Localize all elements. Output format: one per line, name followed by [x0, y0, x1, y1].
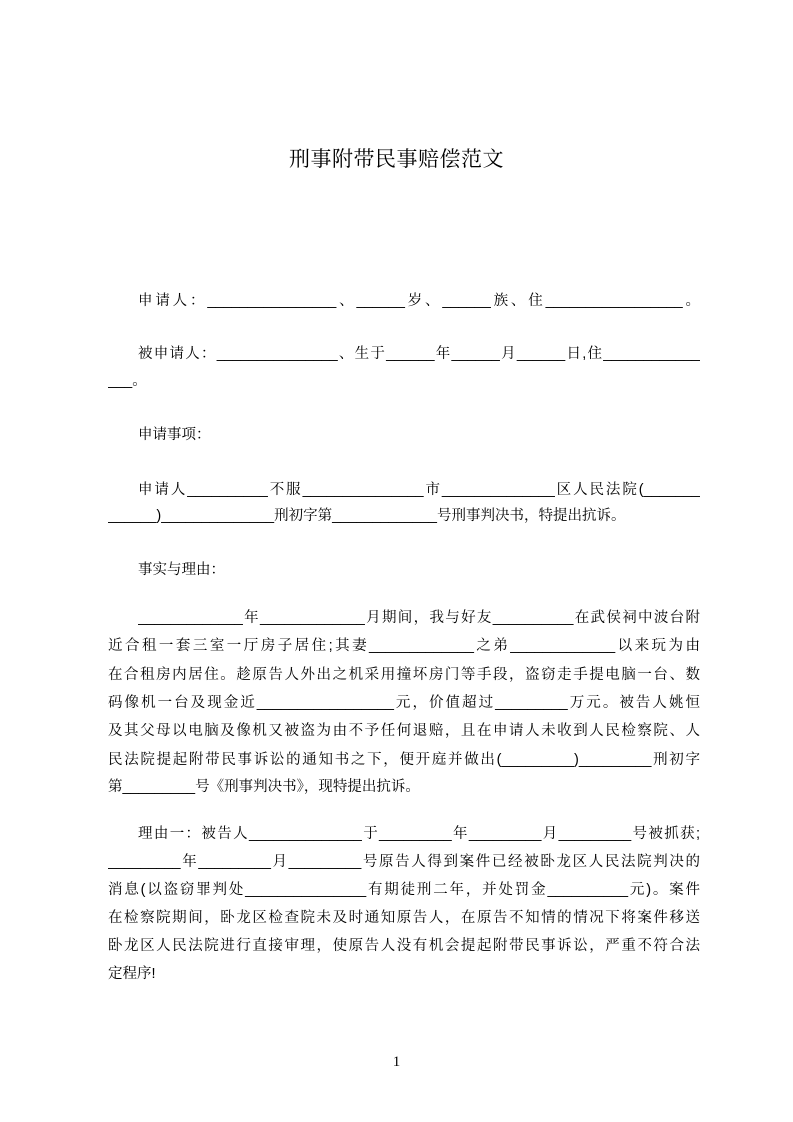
facts-line: 码像机一台及现金近_________________元，价值超过_________万元。被告人姚恒 — [108, 695, 700, 711]
facts-line: 第_________号《刑事判决书》，现特提出抗诉。 — [108, 779, 420, 795]
reason1-line: 在检察院期间，卧龙区检查院未及时通知原告人，在原告不知情的情况下将案件移送 — [108, 910, 700, 926]
applicant-line: 申请人：________________、______岁、______族、住_________________。 — [138, 293, 700, 309]
reason1-line: 理由一：被告人______________于_________年_________月_________号被抓获; — [138, 826, 700, 842]
reason1-line: 消息(以盗窃罪判处_______________有期徒刑二年，并处罚金__________元)。案件 — [108, 882, 700, 898]
facts-line: 民法院提起附带民事诉讼的通知书之下，便开庭并做出(_________)_________刑初字 — [108, 752, 700, 768]
respondent-line: ___。 — [108, 373, 147, 389]
facts-line: 近合租一套三室一厅房子居住;其妻_____________之弟_____________以来玩为由 — [108, 638, 700, 654]
document-title: 刑事附带民事赔偿范文 — [289, 148, 504, 171]
facts-line: _____________年_____________月期间，我与好友__________在武侯祠中波台附 — [138, 610, 700, 626]
items-line: ______)______________刑初字第_____________号刑事判决书，特提出抗诉。 — [108, 508, 626, 524]
reason1-line: 卧龙区人民法院进行直接审理，使原告人没有机会提起附带民事诉讼，严重不符合法 — [108, 938, 700, 954]
items-heading: 申请事项： — [138, 427, 211, 443]
facts-heading: 事实与理由： — [138, 562, 225, 578]
page-number: 1 — [392, 1054, 401, 1070]
respondent-line: 被申请人：_______________、生于______年______月______日,住____________ — [138, 346, 700, 362]
reason1-line: _________年_________月_________号原告人得到案件已经被卧龙区人民法院判决的 — [108, 854, 700, 870]
reason1-line: 定程序! — [108, 966, 156, 982]
items-line: 申请人__________不服_______________市______________区人民法院(_______ — [138, 482, 700, 498]
facts-line: 在合租房内居住。趁原告人外出之机采用撞坏房门等手段，盗窃走手提电脑一台、数 — [108, 667, 700, 683]
facts-line: 及其父母以电脑及像机又被盗为由不予任何退赔，且在申请人未收到人民检察院、人 — [108, 723, 700, 739]
